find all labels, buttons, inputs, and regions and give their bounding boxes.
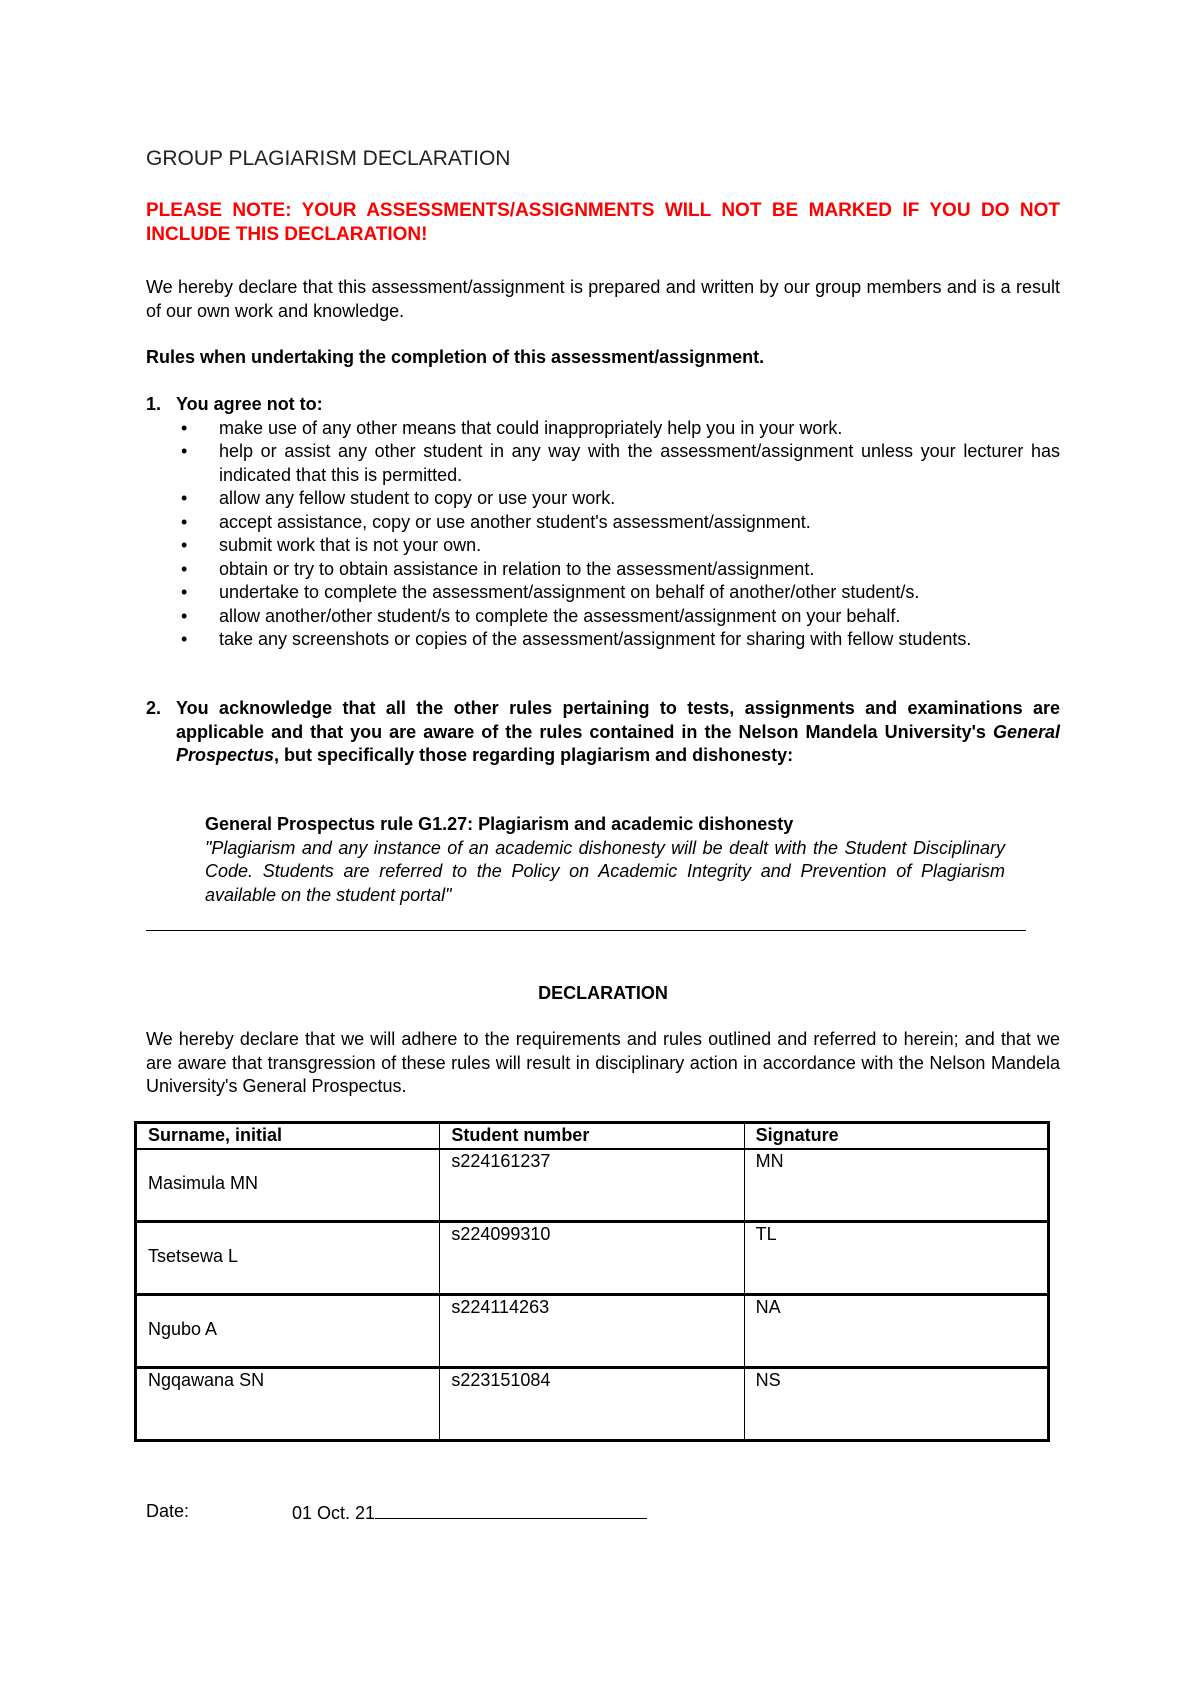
member-name: Ngubo A (148, 1318, 218, 1339)
warning-note: PLEASE NOTE: YOUR ASSESSMENTS/ASSIGNMENTS WILL NOT BE MARKED IF YOU DO NOT INCLUDE THIS DECLARATION! (146, 200, 1060, 245)
table-row (136, 1149, 1049, 1222)
declaration-heading: DECLARATION (538, 983, 668, 1003)
date-value: 01 Oct. 21 (292, 1503, 376, 1523)
student-number-cell: s224161237 (440, 1149, 744, 1222)
date-underline (375, 1500, 647, 1519)
student-number-cell: s224114263 (440, 1294, 744, 1367)
date-value-wrap (292, 1500, 647, 1526)
section-text-part: You acknowledge that all the other rules pertaining to tests, assignments and examinations are applicable and that you are aware of the rules contained in the Nelson Mandela University's (176, 698, 1060, 742)
declaration-body: We hereby declare that we will adhere to the requirements and rules outlined and referred to herein; and that we are aware that transgression of these rules will result in disciplinary action in accordance with the Nelson Mandela University's General Prospectus. (146, 1029, 1060, 1096)
list-item: • make use of any other means that could inappropriately help you in your work. (219, 417, 1060, 441)
section-number: 2. (146, 698, 162, 718)
name-cell (136, 1221, 440, 1294)
list-item: • undertake to complete the assessment/assignment on behalf of another/other student/s. (219, 581, 1060, 605)
list-item: • obtain or try to obtain assistance in relation to the assessment/assignment. (219, 558, 1060, 582)
document-title: GROUP PLAGIARISM DECLARATION (146, 147, 511, 170)
section-number: 1. (146, 394, 162, 414)
divider (146, 930, 1026, 931)
table-header-row (136, 1123, 1049, 1149)
signature-cell: NA (744, 1294, 1048, 1367)
section-text (176, 697, 1060, 768)
members-table (134, 1121, 1050, 1442)
list-item: • accept assistance, copy or use another student's assessment/assignment. (219, 511, 1060, 535)
table-row (136, 1367, 1049, 1440)
name-cell (136, 1149, 440, 1222)
list-item: • take any screenshots or copies of the assessment/assignment for sharing with fellow students. (219, 628, 1060, 652)
intro-paragraph: We hereby declare that this assessment/assignment is prepared and written by our group members and is a result of our own work and knowledge. (146, 277, 1060, 321)
prospectus-title: General Prospectus (176, 721, 1060, 765)
list-item: • allow another/other student/s to complete the assessment/assignment on your behalf. (219, 605, 1060, 629)
member-name: Tsetsewa L (148, 1245, 239, 1266)
section-1 (146, 393, 1060, 652)
column-header: Signature (744, 1123, 1048, 1149)
date-line (146, 1500, 376, 1524)
table-row (136, 1294, 1049, 1367)
student-number-cell: s224099310 (440, 1221, 744, 1294)
member-name: Masimula MN (148, 1172, 259, 1193)
list-item: • help or assist any other student in any way with the assessment/assignment unless your lecturer has indicated that this is permitted. (219, 440, 1060, 487)
name-cell (136, 1294, 440, 1367)
prospectus-rule (205, 813, 1005, 907)
rule-heading: General Prospectus rule G1.27: Plagiarism and academic dishonesty (205, 814, 794, 834)
signature-cell: NS (744, 1367, 1048, 1440)
name-cell: Ngqawana SN (136, 1367, 440, 1440)
rules-heading: Rules when undertaking the completion of this assessment/assignment. (146, 347, 765, 367)
student-number-cell: s223151084 (440, 1367, 744, 1440)
rule-quote: "Plagiarism and any instance of an academic dishonesty will be dealt with the Student Disciplinary Code. Students are referred to the Policy on Academic Integrity and Prevention of Plagiarism available on the student portal" (205, 837, 1005, 905)
date-label: Date: (146, 1501, 190, 1521)
list-item: • allow any fellow student to copy or use your work. (219, 487, 1060, 511)
column-header: Surname, initial (136, 1123, 440, 1149)
signature-cell: TL (744, 1221, 1048, 1294)
list-item: • submit work that is not your own. (219, 534, 1060, 558)
section-2 (146, 697, 1060, 768)
section-text-part: , but specifically those regarding plagiarism and dishonesty: (274, 745, 794, 765)
signature-cell: MN (744, 1149, 1048, 1222)
rules-list (146, 417, 1060, 652)
column-header: Student number (440, 1123, 744, 1149)
section-heading: You agree not to: (176, 394, 323, 414)
table-row (136, 1221, 1049, 1294)
